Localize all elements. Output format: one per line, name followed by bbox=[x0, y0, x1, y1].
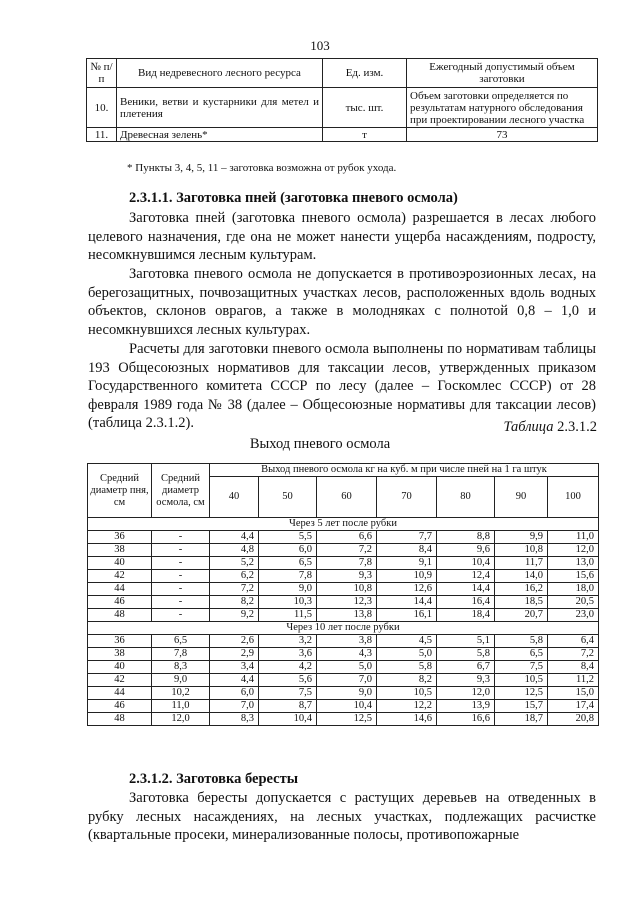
header-resource: Вид недревесного лесного ресурса bbox=[117, 59, 323, 88]
yield-cell: 7,0 bbox=[210, 700, 259, 713]
yield-cell: 3,8 bbox=[317, 635, 377, 648]
table-row bbox=[88, 531, 599, 544]
yield-cell: 6,5 bbox=[495, 648, 548, 661]
table-row bbox=[88, 674, 599, 687]
yield-cell: 8,8 bbox=[437, 531, 495, 544]
header-stump-diameter: Средний диаметр пня, см bbox=[88, 464, 152, 518]
paragraph: Заготовка пней (заготовка пневого осмола) разрешается в лесах любого целевого назначения, где она не может нанести ущерба насаждениям, подросту, несомкнувшимся лесным культурам. bbox=[88, 210, 596, 264]
yield-cell: 7,8 bbox=[317, 557, 377, 570]
table-row bbox=[88, 713, 599, 726]
stump-diameter-cell: 48 bbox=[88, 609, 152, 622]
row-volume: Объем заготовки определяется по результатам натурного обследования при проектировании лесного участка bbox=[407, 88, 598, 128]
header-stump-count: 40 bbox=[210, 477, 259, 518]
yield-cell: 15,7 bbox=[495, 700, 548, 713]
stump-diameter-cell: 44 bbox=[88, 687, 152, 700]
yield-cell: 5,0 bbox=[317, 661, 377, 674]
yield-cell: 20,5 bbox=[548, 596, 599, 609]
yield-cell: 5,8 bbox=[495, 635, 548, 648]
table-row bbox=[88, 570, 599, 583]
table-row bbox=[88, 609, 599, 622]
yield-cell: 10,8 bbox=[495, 544, 548, 557]
yield-cell: 13,0 bbox=[548, 557, 599, 570]
yield-cell: 11,2 bbox=[548, 674, 599, 687]
yield-cell: 5,8 bbox=[437, 648, 495, 661]
yield-cell: 10,4 bbox=[259, 713, 317, 726]
yield-cell: 4,5 bbox=[377, 635, 437, 648]
yield-cell: 9,3 bbox=[437, 674, 495, 687]
yield-cell: 9,9 bbox=[495, 531, 548, 544]
resin-diameter-cell: 8,3 bbox=[152, 661, 210, 674]
resin-diameter-cell: - bbox=[152, 557, 210, 570]
page-number: 103 bbox=[310, 38, 330, 53]
table-label: Таблица 2.3.1.2 bbox=[503, 419, 597, 435]
yield-cell: 6,4 bbox=[548, 635, 599, 648]
yield-cell: 9,6 bbox=[437, 544, 495, 557]
yield-cell: 12,5 bbox=[495, 687, 548, 700]
yield-cell: 7,5 bbox=[495, 661, 548, 674]
yield-cell: 5,1 bbox=[437, 635, 495, 648]
section-heading: 2.3.1.2. Заготовка бересты bbox=[129, 771, 299, 787]
yield-cell: 5,6 bbox=[259, 674, 317, 687]
yield-cell: 5,5 bbox=[259, 531, 317, 544]
yield-cell: 12,5 bbox=[317, 713, 377, 726]
yield-cell: 7,5 bbox=[259, 687, 317, 700]
yield-cell: 16,2 bbox=[495, 583, 548, 596]
yield-cell: 9,1 bbox=[377, 557, 437, 570]
header-yield: Выход пневого осмола кг на куб. м при числе пней на 1 га штук bbox=[210, 464, 599, 477]
section-label: Через 5 лет после рубки bbox=[88, 518, 599, 531]
yield-cell: 8,4 bbox=[377, 544, 437, 557]
header-unit: Ед. изм. bbox=[323, 59, 407, 88]
header-stump-count: 90 bbox=[495, 477, 548, 518]
yield-cell: 10,9 bbox=[377, 570, 437, 583]
resin-yield-table bbox=[87, 463, 599, 726]
yield-cell: 13,8 bbox=[317, 609, 377, 622]
paragraph: Расчеты для заготовки пневого осмола выполнены по нормативам таблицы 193 Общесоюзных нормативов для таксации лесов, утвержденных приказом Государственного комитета СССР по лесу (далее – Госкомлес СССР) от 28 февраля 1989 года № 38 (далее – Общесоюзные нормативы для таксации лесов) (таблица 2.3.1.2). bbox=[88, 341, 596, 432]
table-row bbox=[88, 583, 599, 596]
yield-cell: 6,0 bbox=[259, 544, 317, 557]
row-num: 10. bbox=[87, 88, 117, 128]
yield-cell: 9,3 bbox=[317, 570, 377, 583]
yield-cell: 3,2 bbox=[259, 635, 317, 648]
table-row bbox=[88, 648, 599, 661]
yield-cell: 16,4 bbox=[437, 596, 495, 609]
stump-diameter-cell: 48 bbox=[88, 713, 152, 726]
yield-cell: 9,0 bbox=[317, 687, 377, 700]
row-num: 11. bbox=[87, 128, 117, 142]
yield-cell: 10,5 bbox=[495, 674, 548, 687]
yield-cell: 16,1 bbox=[377, 609, 437, 622]
header-stump-count: 50 bbox=[259, 477, 317, 518]
yield-cell: 2,9 bbox=[210, 648, 259, 661]
resin-diameter-cell: - bbox=[152, 544, 210, 557]
paragraph: Заготовка пневого осмола не допускается в противоэрозионных лесах, на берегозащитных, почвозащитных участках лесов, расположенных вдоль водных объектов, склонов оврагов, а также в молодняках с полнотой 0,8 – 1,0 и несомкнувшихся лесных культурах. bbox=[88, 266, 596, 338]
yield-cell: 4,4 bbox=[210, 674, 259, 687]
stump-diameter-cell: 36 bbox=[88, 531, 152, 544]
yield-cell: 23,0 bbox=[548, 609, 599, 622]
table-row bbox=[87, 88, 598, 128]
header-volume: Ежегодный допустимый объем заготовки bbox=[407, 59, 598, 88]
yield-cell: 5,8 bbox=[377, 661, 437, 674]
table-row bbox=[88, 661, 599, 674]
stump-diameter-cell: 38 bbox=[88, 544, 152, 557]
yield-cell: 8,2 bbox=[210, 596, 259, 609]
yield-cell: 12,0 bbox=[548, 544, 599, 557]
yield-cell: 7,8 bbox=[259, 570, 317, 583]
yield-cell: 7,2 bbox=[317, 544, 377, 557]
resin-diameter-cell: - bbox=[152, 583, 210, 596]
yield-cell: 18,5 bbox=[495, 596, 548, 609]
footnote: * Пункты 3, 4, 5, 11 – заготовка возможна от рубок ухода. bbox=[127, 162, 397, 174]
header-stump-count: 60 bbox=[317, 477, 377, 518]
row-resource: Веники, ветви и кустарники для метел и плетения bbox=[117, 88, 323, 128]
yield-cell: 7,0 bbox=[317, 674, 377, 687]
yield-cell: 8,3 bbox=[210, 713, 259, 726]
table-row bbox=[88, 596, 599, 609]
resin-diameter-cell: 7,8 bbox=[152, 648, 210, 661]
yield-cell: 13,9 bbox=[437, 700, 495, 713]
yield-cell: 15,0 bbox=[548, 687, 599, 700]
header-resin-diameter: Средний диаметр осмола, см bbox=[152, 464, 210, 518]
yield-cell: 10,4 bbox=[437, 557, 495, 570]
stump-diameter-cell: 36 bbox=[88, 635, 152, 648]
yield-cell: 11,0 bbox=[548, 531, 599, 544]
yield-cell: 18,7 bbox=[495, 713, 548, 726]
table-title: Выход пневого осмола bbox=[249, 436, 391, 452]
row-unit: тыс. шт. bbox=[323, 88, 407, 128]
yield-cell: 18,4 bbox=[437, 609, 495, 622]
yield-cell: 14,4 bbox=[377, 596, 437, 609]
yield-cell: 12,0 bbox=[437, 687, 495, 700]
yield-cell: 8,7 bbox=[259, 700, 317, 713]
resin-diameter-cell: - bbox=[152, 570, 210, 583]
yield-cell: 5,0 bbox=[377, 648, 437, 661]
resource-table bbox=[86, 58, 598, 142]
yield-cell: 3,4 bbox=[210, 661, 259, 674]
yield-cell: 12,6 bbox=[377, 583, 437, 596]
stump-diameter-cell: 38 bbox=[88, 648, 152, 661]
table-row bbox=[88, 687, 599, 700]
yield-cell: 11,5 bbox=[259, 609, 317, 622]
yield-cell: 7,2 bbox=[548, 648, 599, 661]
table-row bbox=[88, 635, 599, 648]
yield-cell: 10,3 bbox=[259, 596, 317, 609]
yield-cell: 5,2 bbox=[210, 557, 259, 570]
yield-cell: 12,3 bbox=[317, 596, 377, 609]
yield-cell: 10,4 bbox=[317, 700, 377, 713]
resin-diameter-cell: 11,0 bbox=[152, 700, 210, 713]
yield-cell: 2,6 bbox=[210, 635, 259, 648]
stump-diameter-cell: 42 bbox=[88, 570, 152, 583]
yield-cell: 10,8 bbox=[317, 583, 377, 596]
resin-diameter-cell: 6,5 bbox=[152, 635, 210, 648]
section-label: Через 10 лет после рубки bbox=[88, 622, 599, 635]
yield-cell: 16,6 bbox=[437, 713, 495, 726]
yield-cell: 10,5 bbox=[377, 687, 437, 700]
stump-diameter-cell: 42 bbox=[88, 674, 152, 687]
table-row bbox=[88, 544, 599, 557]
yield-cell: 15,6 bbox=[548, 570, 599, 583]
yield-cell: 8,4 bbox=[548, 661, 599, 674]
yield-cell: 20,8 bbox=[548, 713, 599, 726]
header-stump-count: 100 bbox=[548, 477, 599, 518]
yield-cell: 4,8 bbox=[210, 544, 259, 557]
table-row bbox=[87, 128, 598, 142]
yield-cell: 6,5 bbox=[259, 557, 317, 570]
header-stump-count: 70 bbox=[377, 477, 437, 518]
resin-diameter-cell: - bbox=[152, 531, 210, 544]
yield-cell: 4,3 bbox=[317, 648, 377, 661]
yield-cell: 6,6 bbox=[317, 531, 377, 544]
stump-diameter-cell: 46 bbox=[88, 596, 152, 609]
yield-cell: 12,4 bbox=[437, 570, 495, 583]
yield-cell: 3,6 bbox=[259, 648, 317, 661]
yield-cell: 11,7 bbox=[495, 557, 548, 570]
row-volume: 73 bbox=[407, 128, 598, 142]
yield-cell: 4,2 bbox=[259, 661, 317, 674]
section-heading: 2.3.1.1. Заготовка пней (заготовка пневого осмола) bbox=[129, 190, 458, 206]
resin-diameter-cell: - bbox=[152, 609, 210, 622]
yield-cell: 18,0 bbox=[548, 583, 599, 596]
resin-diameter-cell: 12,0 bbox=[152, 713, 210, 726]
yield-cell: 6,2 bbox=[210, 570, 259, 583]
row-unit: т bbox=[323, 128, 407, 142]
yield-cell: 8,2 bbox=[377, 674, 437, 687]
stump-diameter-cell: 44 bbox=[88, 583, 152, 596]
yield-cell: 14,4 bbox=[437, 583, 495, 596]
resin-diameter-cell: 9,0 bbox=[152, 674, 210, 687]
stump-diameter-cell: 40 bbox=[88, 557, 152, 570]
paragraph: Заготовка бересты допускается с растущих деревьев на отведенных в рубку лесных насаждениях, на лесных участках, подлежащих расчистке (квартальные просеки, минерализованные полосы, противопожарные bbox=[88, 790, 596, 844]
yield-cell: 14,6 bbox=[377, 713, 437, 726]
yield-cell: 4,4 bbox=[210, 531, 259, 544]
row-resource: Древесная зелень* bbox=[117, 128, 323, 142]
table-row bbox=[88, 700, 599, 713]
yield-cell: 20,7 bbox=[495, 609, 548, 622]
yield-cell: 17,4 bbox=[548, 700, 599, 713]
yield-cell: 9,0 bbox=[259, 583, 317, 596]
table-row bbox=[88, 557, 599, 570]
yield-cell: 9,2 bbox=[210, 609, 259, 622]
yield-cell: 6,7 bbox=[437, 661, 495, 674]
yield-cell: 6,0 bbox=[210, 687, 259, 700]
yield-cell: 14,0 bbox=[495, 570, 548, 583]
resin-diameter-cell: - bbox=[152, 596, 210, 609]
header-num: № п/п bbox=[87, 59, 117, 88]
stump-diameter-cell: 40 bbox=[88, 661, 152, 674]
yield-cell: 7,2 bbox=[210, 583, 259, 596]
header-stump-count: 80 bbox=[437, 477, 495, 518]
resin-diameter-cell: 10,2 bbox=[152, 687, 210, 700]
yield-cell: 12,2 bbox=[377, 700, 437, 713]
yield-cell: 7,7 bbox=[377, 531, 437, 544]
stump-diameter-cell: 46 bbox=[88, 700, 152, 713]
